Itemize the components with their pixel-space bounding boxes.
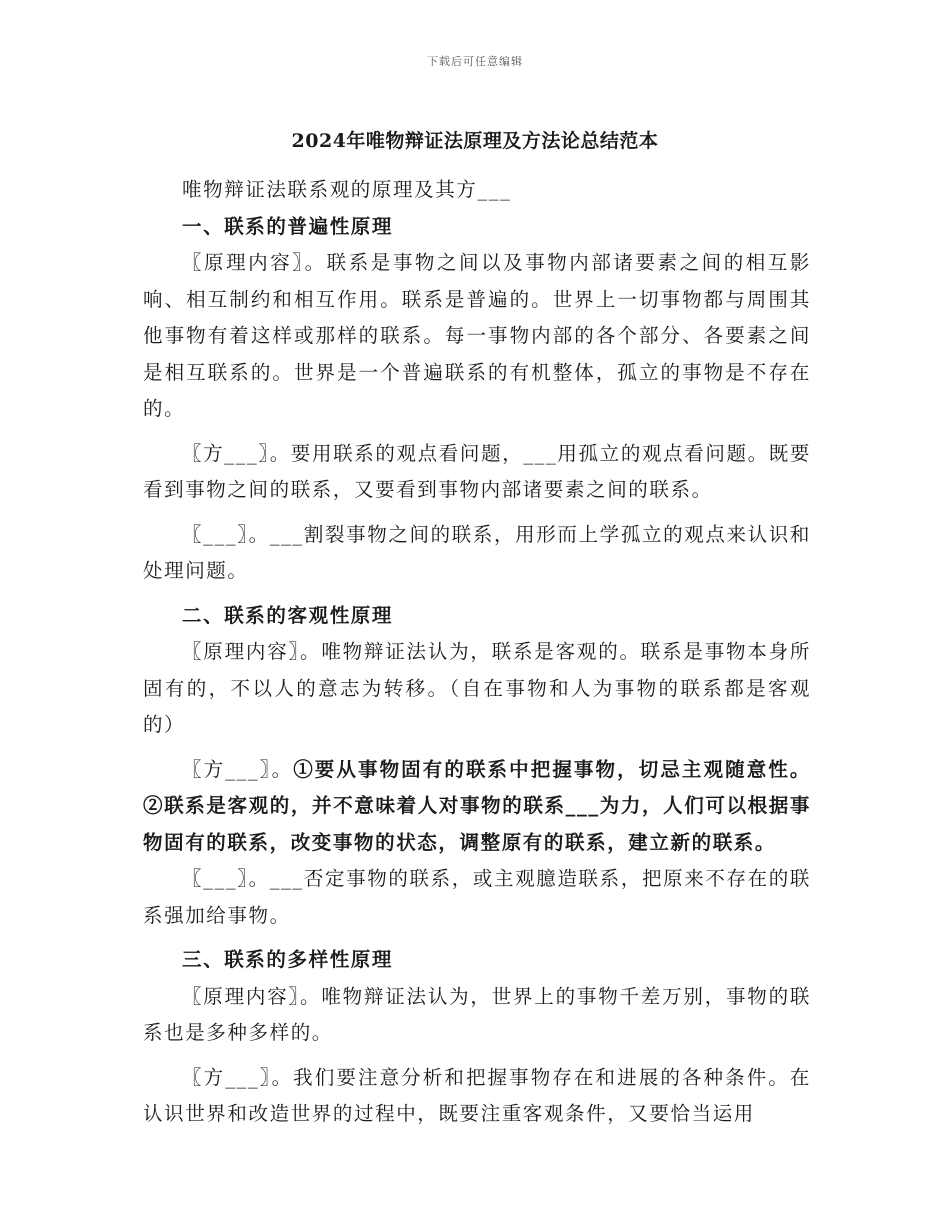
paragraph-method-3: 〖方___〗。我们要注意分析和把握事物存在和进展的各种条件。在认识世界和改造世界的过程中，既要注重客观条件，又要恰当运用 <box>143 1065 811 1125</box>
paragraph-principle-3: 〖原理内容〗。唯物辩证法认为，世界上的事物千差万别，事物的联系也是多种多样的。 <box>143 984 811 1044</box>
spacer <box>143 1052 811 1060</box>
section-heading-2: 二、联系的客观性原理 <box>182 603 394 627</box>
document-title: 2024年唯物辩证法原理及方法论总结范本 <box>291 130 659 152</box>
document-body <box>143 172 811 1133</box>
paragraph-error-1: 〖___〗。___割裂事物之间的联系，用形而上学孤立的观点来认识和处理问题。 <box>143 522 811 582</box>
section-heading-3: 三、联系的多样性原理 <box>182 948 394 971</box>
section-heading-1: 一、联系的普遍性原理 <box>182 214 394 238</box>
spacer <box>143 744 811 752</box>
spacer <box>143 509 811 517</box>
spacer <box>143 590 811 598</box>
header-note: 下载后可任意编辑 <box>427 55 523 68</box>
paragraph-error-2: 〖___〗。___否定事物的联系，或主观臆造联系，把原来不存在的联系强加给事物。 <box>143 867 811 927</box>
spacer <box>143 428 811 436</box>
paragraph-principle-2: 〖原理内容〗。唯物辩证法认为，联系是客观的。联系是事物本身所固有的，不以人的意志为转移。（自在事物和人为事物的联系都是客观的） <box>143 640 811 736</box>
paragraph-method-2 <box>143 752 811 862</box>
method-2-prefix: 〖方___〗。 <box>182 757 294 781</box>
method-2-bold-text: ①要从事物固有的联系中把握事物，切忌主观随意性。②联系是客观的，并不意味着人对事物的联系___为力，人们可以根据事物固有的联系，改变事物的状态，调整原有的联系，建立新的联系。 <box>143 757 811 854</box>
spacer <box>143 934 811 942</box>
paragraph-principle-1: 〖原理内容〗。联系是事物之间以及事物内部诸要素之间的相互影响、相互制约和相互作用。联系是普遍的。世界上一切事物都与周围其他事物有着这样或那样的联系。每一事物内部的各个部分、各要素之间是相互联系的。世界是一个普遍联系的有机整体，孤立的事物是不存在的。 <box>143 251 811 420</box>
intro-paragraph: 唯物辩证法联系观的原理及其方___ <box>182 178 512 201</box>
paragraph-method-1: 〖方___〗。要用联系的观点看问题，___用孤立的观点看问题。既要看到事物之间的联系，又要看到事物内部诸要素之间的联系。 <box>143 441 811 501</box>
